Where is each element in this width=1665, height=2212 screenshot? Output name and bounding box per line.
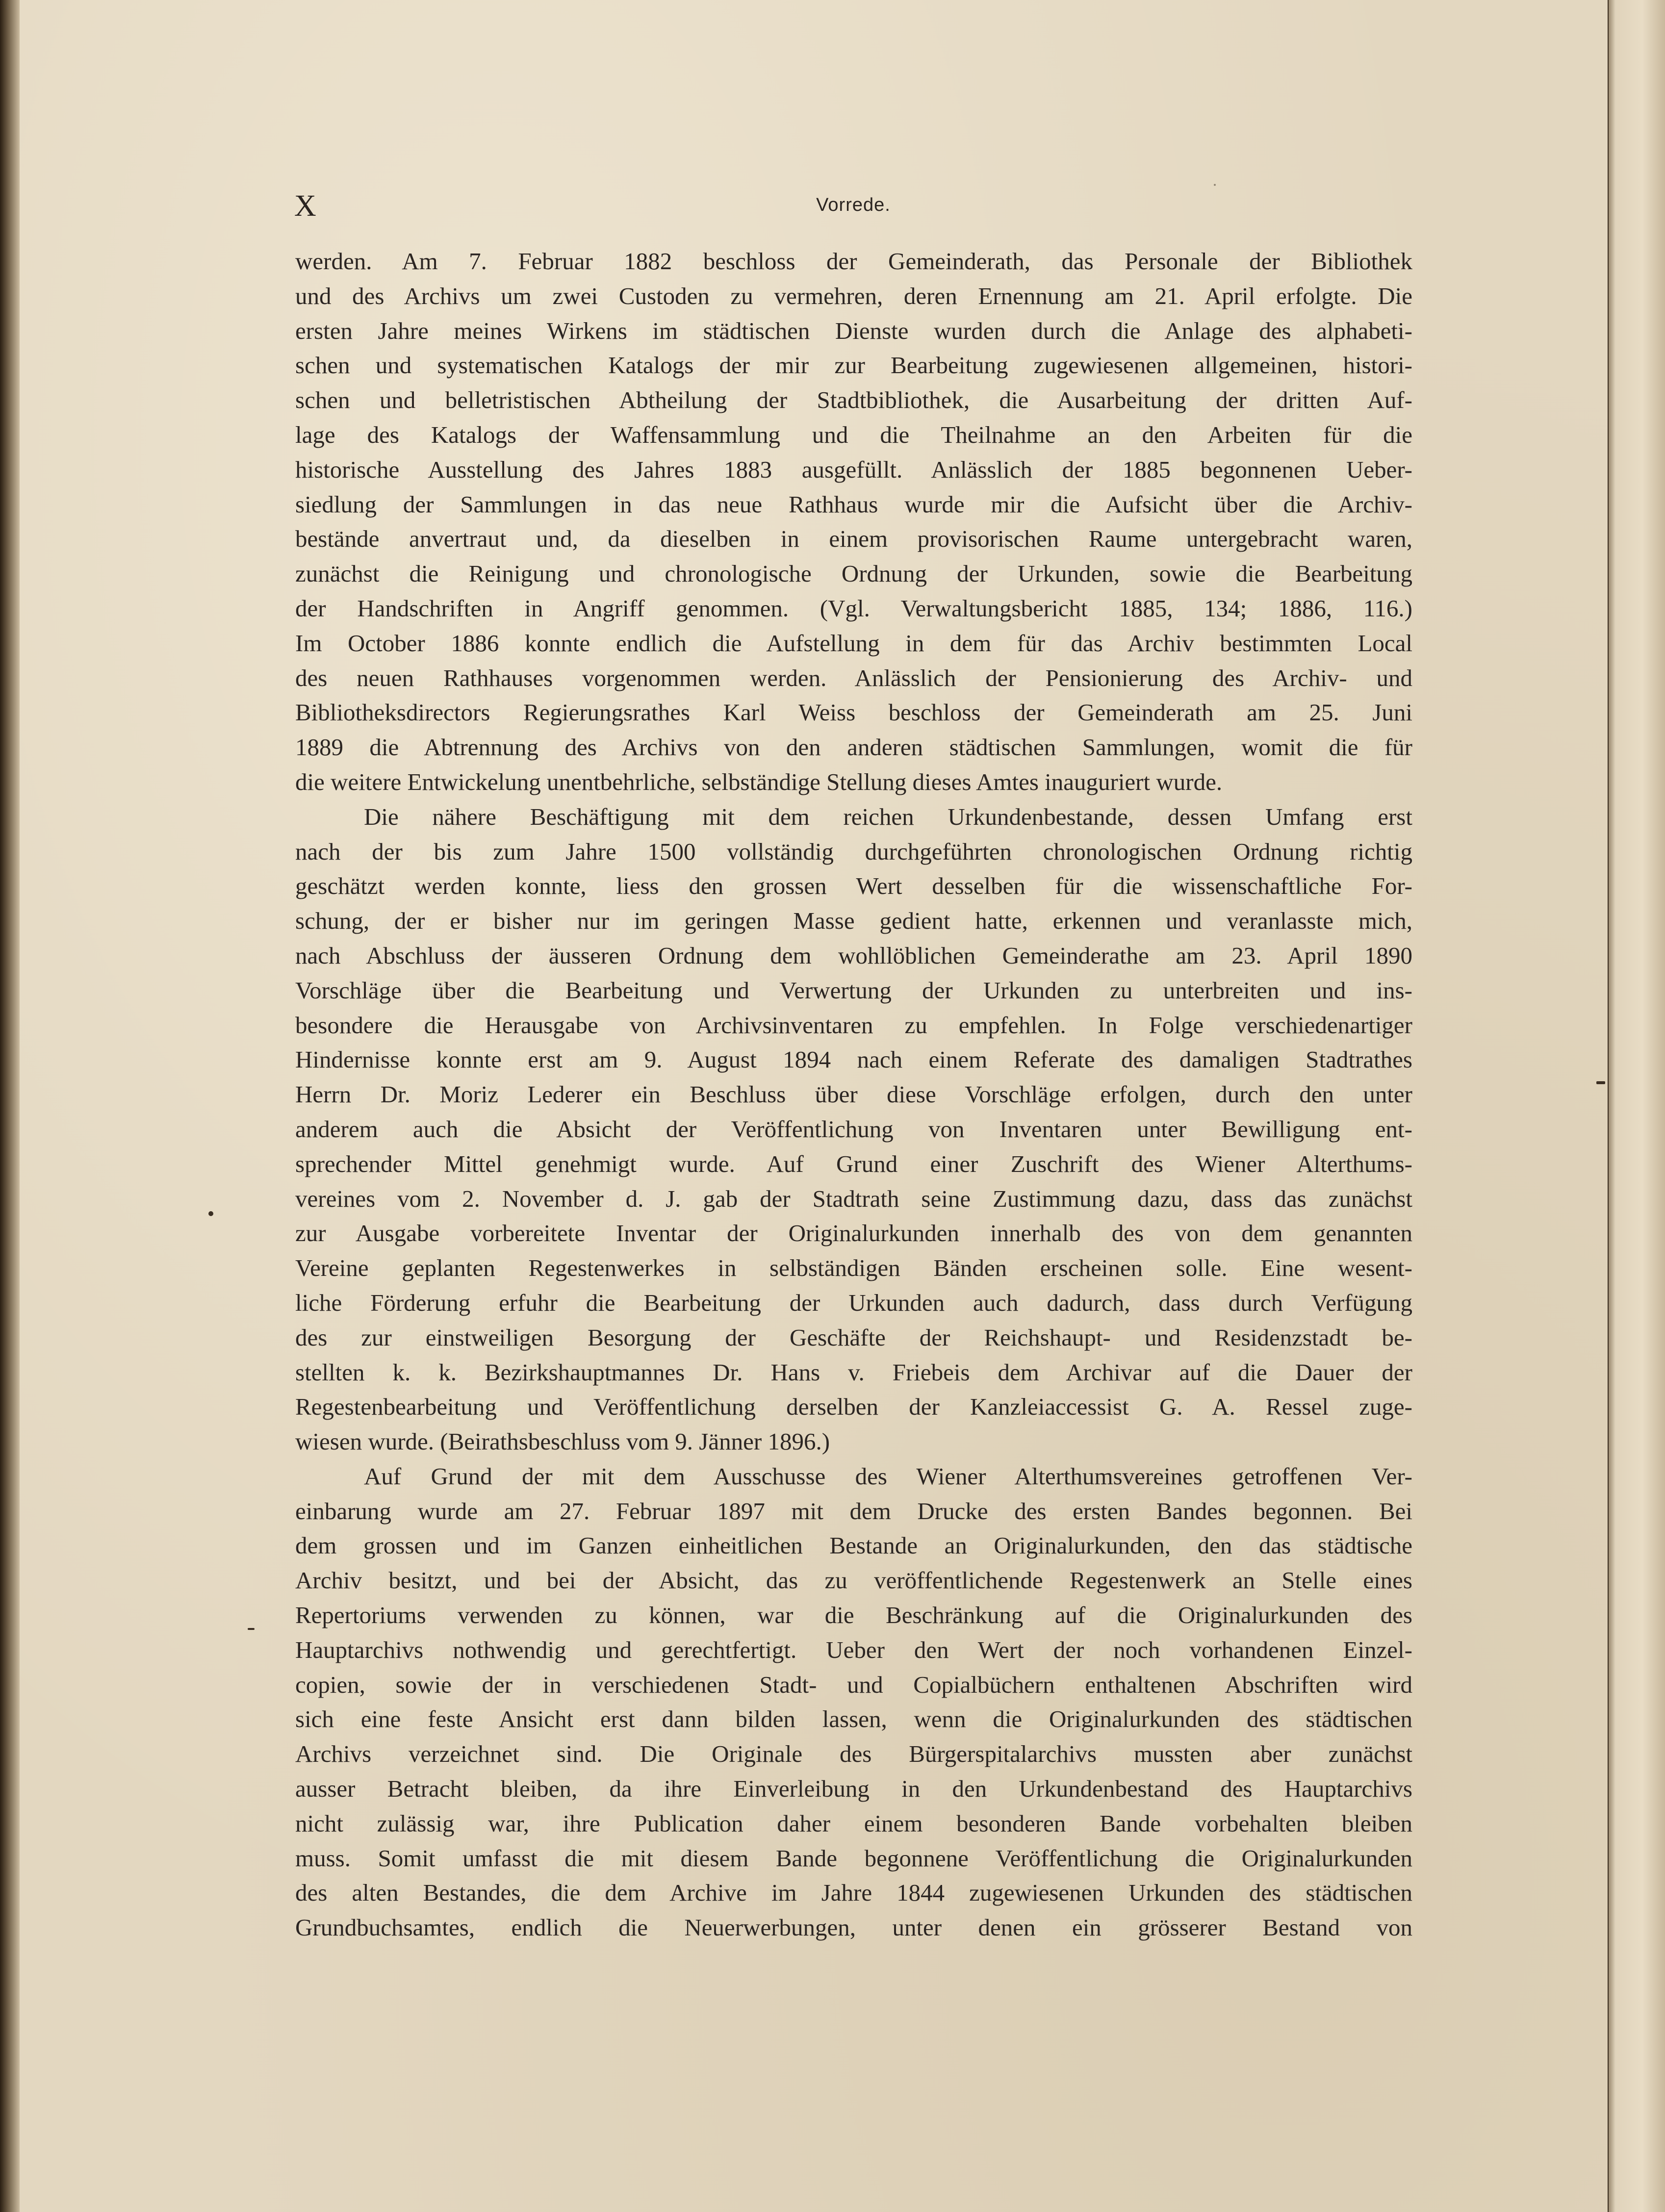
text-line: Regestenbearbeitung und Veröffentlichung derselben der Kanzleiaccessist G. A. Ressel zuge- [295, 1393, 1412, 1421]
text-line: dem grossen und im Ganzen einheitlichen Bestande an Originalurkunden, den das städtische [295, 1532, 1412, 1559]
text-line: zunächst die Reinigung und chronologische Ordnung der Urkunden, sowie die Bearbeitung [295, 560, 1412, 587]
paper-speck [248, 1628, 255, 1630]
text-line: zur Ausgabe vorbereitete Inventar der Originalurkunden innerhalb des von dem genannten [295, 1220, 1412, 1247]
body-text [295, 244, 1412, 1980]
text-line: nicht zulässig war, ihre Publication daher einem besonderen Bande vorbehalten bleiben [295, 1809, 1412, 1837]
text-line: bestände anvertraut und, da dieselben in einem provisorischen Raume untergebracht waren, [295, 525, 1412, 553]
text-line: ausser Betracht bleiben, da ihre Einverleibung in den Urkundenbestand des Hauptarchivs [295, 1775, 1412, 1803]
text-line: des zur einstweiligen Besorgung der Geschäfte der Reichshaupt- und Residenzstadt be- [295, 1323, 1412, 1351]
text-line: des neuen Rathhauses vorgenommen werden. Anlässlich der Pensionierung des Archiv- und [295, 664, 1412, 691]
text-line: 1889 die Abtrennung des Archivs von den anderen städtischen Sammlungen, womit die für [295, 734, 1412, 761]
text-line: Repertoriums verwenden zu können, war die Beschränkung auf die Originalurkunden des [295, 1602, 1412, 1629]
text-line: vereines vom 2. November d. J. gab der Stadtrath seine Zustimmung dazu, dass das zunächst [295, 1185, 1412, 1212]
text-line: siedlung der Sammlungen in das neue Rathhaus wurde mir die Aufsicht über die Archiv- [295, 490, 1412, 518]
text-line: schen und belletristischen Abtheilung der Stadtbibliothek, die Ausarbeitung der dritten Auf- [295, 386, 1412, 414]
text-line: und des Archivs um zwei Custoden zu vermehren, deren Ernennung am 21. April erfolgte. Die [295, 282, 1412, 309]
text-line: geschätzt werden konnte, liess den grossen Wert desselben für die wissenschaftliche For- [295, 872, 1412, 900]
text-line: historische Ausstellung des Jahres 1883 ausgefüllt. Anlässlich der 1885 begonnenen Ueber- [295, 456, 1412, 483]
text-line: der Handschriften in Angriff genommen. (Vgl. Verwaltungsbericht 1885, 134; 1886, 116.) [295, 594, 1412, 622]
text-line: einbarung wurde am 27. Februar 1897 mit dem Drucke des ersten Bandes begonnen. Bei [295, 1497, 1412, 1525]
book-gutter-shadow [0, 0, 20, 2212]
folio-number: X [294, 189, 317, 223]
text-line: Hindernisse konnte erst am 9. August 1894 nach einem Referate des damaligen Stadtrathes [295, 1046, 1412, 1073]
text-line: anderem auch die Absicht der Veröffentlichung von Inventaren unter Bewilligung ent- [295, 1115, 1412, 1143]
text-line: besondere die Herausgabe von Archivsinventaren zu empfehlen. In Folge verschiedenartiger [295, 1011, 1412, 1039]
text-line: des alten Bestandes, die dem Archive im Jahre 1844 zugewiesenen Urkunden des städtischen [295, 1879, 1412, 1907]
text-line: wiesen wurde. (Beirathsbeschluss vom 9. Jänner 1896.) [295, 1428, 830, 1455]
text-line: Auf Grund der mit dem Ausschusse des Wiener Alterthumsvereines getroffenen Ver- [364, 1462, 1412, 1490]
next-page-edge [1609, 0, 1665, 2212]
text-line: Die nähere Beschäftigung mit dem reichen Urkundenbestande, dessen Umfang erst [364, 803, 1412, 830]
text-line: Bibliotheksdirectors Regierungsrathes Karl Weiss beschloss der Gemeinderath am 25. Juni [295, 699, 1412, 726]
text-line: werden. Am 7. Februar 1882 beschloss der Gemeinderath, das Personale der Bibliothek [295, 248, 1412, 275]
text-line: Grundbuchsamtes, endlich die Neuerwerbungen, unter denen ein grösserer Bestand von [295, 1914, 1412, 1941]
text-line [295, 1945, 1412, 1980]
page-header [294, 189, 1412, 223]
text-line: ersten Jahre meines Wirkens im städtischen Dienste wurden durch die Anlage des alphabeti- [295, 317, 1412, 344]
running-head: Vorrede. [816, 195, 891, 215]
text-line: copien, sowie der in verschiedenen Stadt- und Copialbüchern enthaltenen Abschriften wird [295, 1671, 1412, 1698]
text-line: Im October 1886 konnte endlich die Aufstellung in dem für das Archiv bestimmten Local [295, 629, 1412, 657]
text-line: Archiv besitzt, und bei der Absicht, das zu veröffentlichende Regestenwerk an Stelle eines [295, 1567, 1412, 1594]
text-line: lage des Katalogs der Waffensammlung und die Theilnahme an den Arbeiten für die [295, 421, 1412, 448]
text-line: Vorschläge über die Bearbeitung und Verwertung der Urkunden zu unterbreiten und ins- [295, 976, 1412, 1004]
text-line: liche Förderung erfuhr die Bearbeitung der Urkunden auch dadurch, dass durch Verfügung [295, 1289, 1412, 1316]
paper-speck [1596, 1081, 1605, 1084]
text-line: schung, der er bisher nur im geringen Masse gedient hatte, erkennen und veranlasste mich, [295, 907, 1412, 935]
text-line: Hauptarchivs nothwendig und gerechtfertigt. Ueber den Wert der noch vorhandenen Einzel- [295, 1636, 1412, 1663]
paper-speck [208, 1211, 213, 1216]
text-line: stellten k. k. Bezirkshauptmannes Dr. Hans v. Friebeis dem Archivar auf die Dauer der [295, 1358, 1412, 1386]
text-line: Vereine geplanten Regestenwerkes in selbständigen Bänden erscheinen solle. Eine wesent- [295, 1254, 1412, 1282]
text-line: schen und systematischen Katalogs der mir zur Bearbeitung zugewiesenen allgemeinen, histori- [295, 352, 1412, 379]
paper-speck [1214, 184, 1216, 186]
text-line: Herrn Dr. Moriz Lederer ein Beschluss über diese Vorschläge erfolgen, durch den unter [295, 1081, 1412, 1108]
text-line: sich eine feste Ansicht erst dann bilden lassen, wenn die Originalurkunden des städtischen [295, 1705, 1412, 1733]
text-line: nach der bis zum Jahre 1500 vollständig durchgeführten chronologischen Ordnung richtig [295, 838, 1412, 865]
text-line: nach Abschluss der äusseren Ordnung dem wohllöblichen Gemeinderathe am 23. April 1890 [295, 941, 1412, 969]
text-line: die weitere Entwickelung unentbehrliche, selbständige Stellung dieses Amtes inauguriert wurde. [295, 768, 1223, 795]
text-line: muss. Somit umfasst die mit diesem Bande begonnene Veröffentlichung die Originalurkunden [295, 1844, 1412, 1872]
text-line: sprechender Mittel genehmigt wurde. Auf Grund einer Zuschrift des Wiener Alterthums- [295, 1150, 1412, 1177]
text-line: Archivs verzeichnet sind. Die Originale des Bürgerspitalarchivs mussten aber zunächst [295, 1740, 1412, 1768]
